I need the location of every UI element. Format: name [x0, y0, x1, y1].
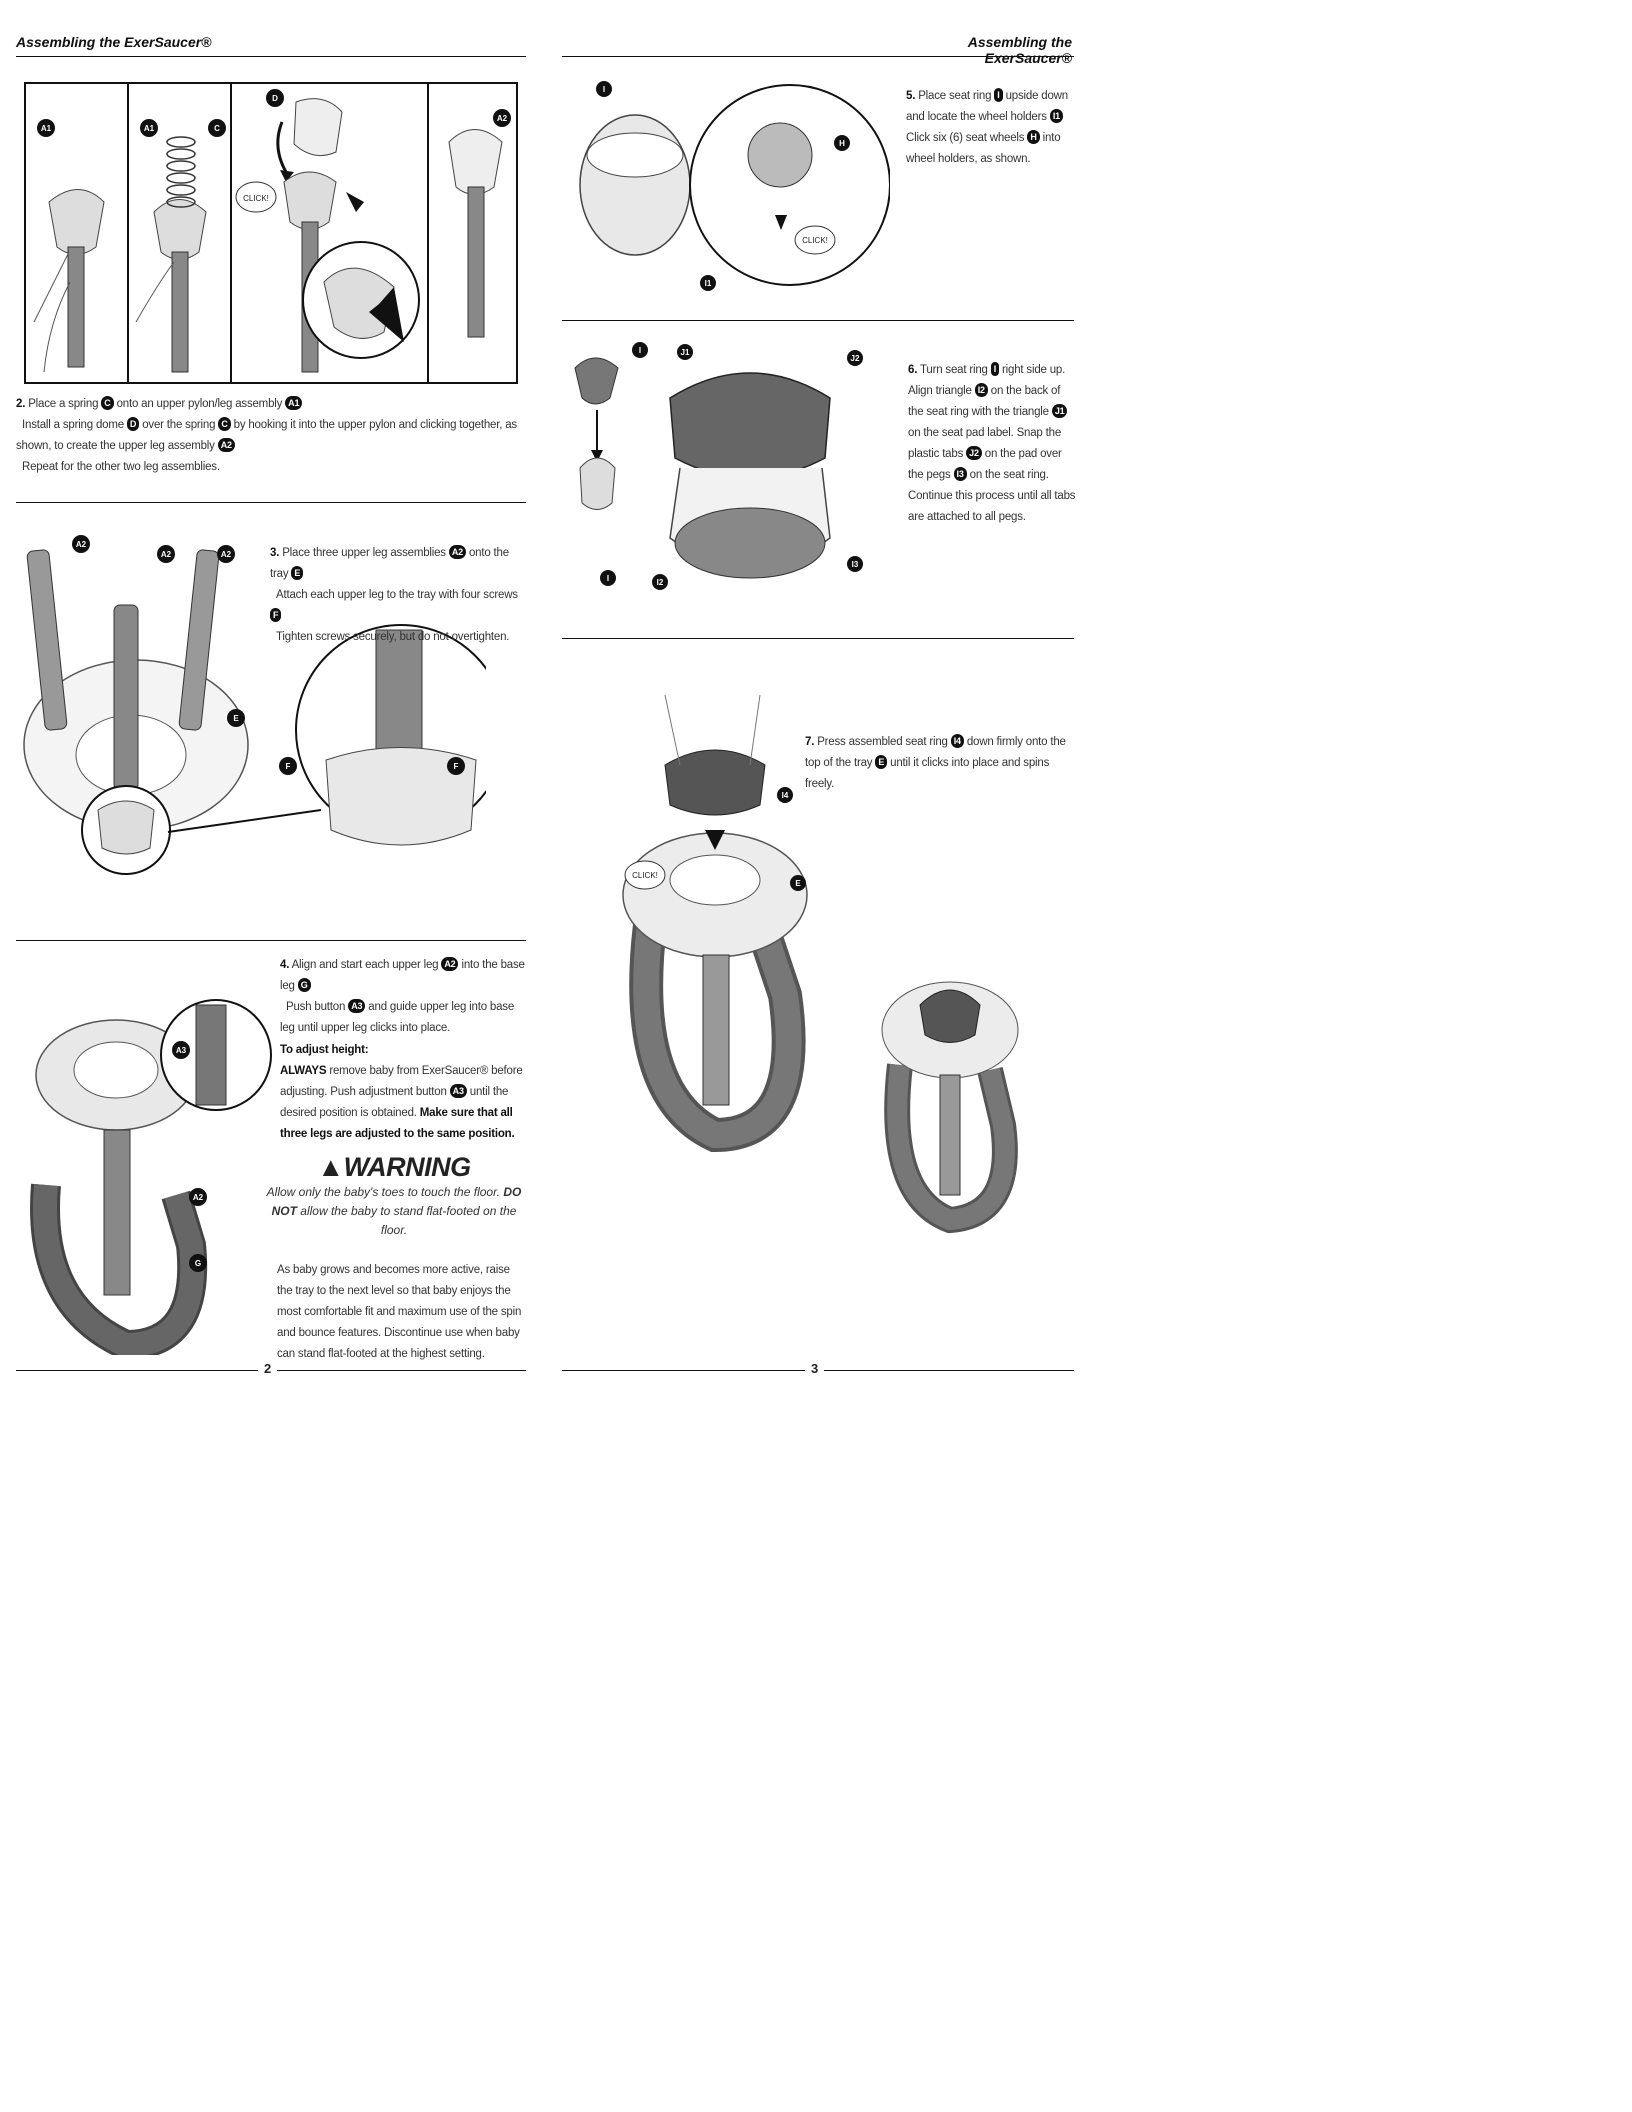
- svg-text:E: E: [795, 879, 801, 888]
- left-header-rule: [16, 56, 526, 57]
- svg-text:I: I: [606, 574, 610, 583]
- svg-text:A2: A2: [220, 550, 232, 559]
- svg-text:C: C: [214, 124, 220, 133]
- warning-block: ▲WARNING Allow only the baby's toes to touch the floor. DO NOT allow the baby to stand flat-footed on the floor.: [266, 1152, 522, 1237]
- svg-text:D: D: [272, 94, 278, 103]
- step4-illustration: [16, 975, 276, 1355]
- right-header-rule: [562, 56, 1074, 57]
- click-label: CLICK!: [243, 194, 269, 203]
- svg-text:J1: J1: [680, 348, 690, 357]
- svg-text:I2: I2: [656, 578, 664, 587]
- right-divider-1: [562, 320, 1074, 321]
- left-divider-1: [16, 502, 526, 503]
- svg-text:A1: A1: [40, 124, 52, 133]
- svg-text:I3: I3: [851, 560, 859, 569]
- step3-text: 3. Place three upper leg assemblies A2 onto the tray E Attach each upper leg to the tray with four screws F Tighten screws securely, but do not overtighten.: [270, 547, 518, 643]
- svg-text:H: H: [839, 139, 845, 148]
- step4-text: 4. Align and start each upper leg A2 into the base leg G Push button A3 and guide upper leg into base leg until upper leg clicks into place.: [280, 959, 525, 1034]
- svg-text:A2: A2: [496, 114, 508, 123]
- warning-triangle-icon: ▲: [317, 1152, 344, 1182]
- step7-illustration: [615, 695, 815, 1195]
- svg-text:I: I: [638, 346, 642, 355]
- left-page-header: Assembling the ExerSaucer®: [16, 34, 212, 50]
- step4-paragraph: As baby grows and becomes more active, raise the tray to the next level so that baby enjoys the most comfortable fit and maximum use of the spin and bounce features. Discontinue use when baby can stand flat-footed at the highest setting.: [277, 1264, 522, 1360]
- svg-text:E: E: [233, 714, 239, 723]
- right-divider-2: [562, 638, 1074, 639]
- click-label: CLICK!: [802, 236, 828, 245]
- right-page-header: Assembling the ExerSaucer®: [967, 34, 1072, 66]
- svg-text:J2: J2: [850, 354, 860, 363]
- svg-text:G: G: [194, 1259, 202, 1268]
- right-page-number: 3: [805, 1361, 824, 1376]
- step7-text: 7. Press assembled seat ring I4 down firmly onto the top of the tray E until it clicks into place and spins freely.: [805, 736, 1066, 790]
- step7-assembled-illustration: [875, 945, 1025, 1235]
- left-page-number: 2: [258, 1361, 277, 1376]
- svg-text:A1: A1: [143, 124, 155, 133]
- svg-text:F: F: [285, 762, 291, 771]
- step2-illustration: [24, 82, 518, 384]
- step5-text: 5. Place seat ring I upside down and locate the wheel holders I1 Click six (6) seat wheels H into wheel holders, as shown.: [906, 90, 1068, 165]
- step6-illustration: [560, 338, 880, 598]
- svg-text:I: I: [602, 85, 606, 94]
- svg-text:I4: I4: [781, 791, 789, 800]
- svg-text:A2: A2: [192, 1193, 204, 1202]
- svg-text:F: F: [453, 762, 459, 771]
- step6-text: 6. Turn seat ring I right side up. Align triangle I2 on the back of the seat ring with the triangle J1 on the seat pad label. Snap the plastic tabs J2 on the pad over the pegs I3 on the seat ring. Continue this process until all tabs are attached to all pegs.: [908, 364, 1076, 523]
- svg-text:I1: I1: [704, 279, 712, 288]
- step5-illustration: [570, 75, 890, 305]
- adjust-height-text: To adjust height: ALWAYS remove baby from ExerSaucer® before adjusting. Push adjustment button A3 until the desired position is obtained. Make sure that all three legs are adjusted to the same position.: [280, 1044, 523, 1140]
- left-divider-2: [16, 940, 526, 941]
- svg-text:A3: A3: [175, 1046, 187, 1055]
- step2-text: 2. Place a spring C onto an upper pylon/leg assembly A1 Install a spring dome D over the spring C by hooking it into the upper pylon and clicking together, as shown, to create the upper leg assembly A2 Repeat for the other two leg assemblies.: [16, 398, 517, 473]
- svg-text:A2: A2: [160, 550, 172, 559]
- svg-text:A2: A2: [75, 540, 87, 549]
- click-label: CLICK!: [632, 871, 658, 880]
